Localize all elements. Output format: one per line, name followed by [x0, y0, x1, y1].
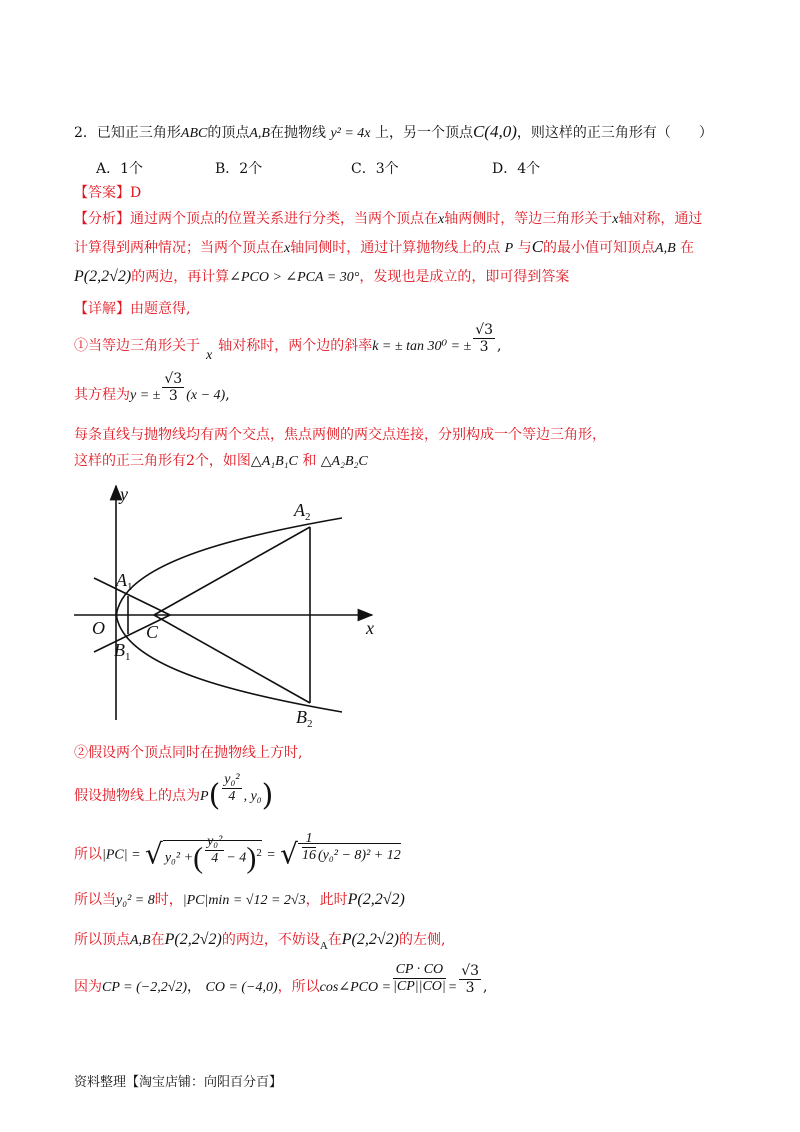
point-b1-label: $B_1$: [114, 640, 131, 663]
answer-line: [74, 183, 141, 203]
point-b2-label: $B_2$: [296, 707, 313, 730]
option-b[interactable]: B．2个: [215, 161, 263, 177]
detail-cos: 因为CP = (−2,2√2)， CO = (−4,0)，所以cos∠PCO = $\frac{CP \cdot CO}{|CP||CO|}$ = $\frac{√3}{3}$ ,: [74, 961, 488, 996]
detail-point-p: 假设抛物线上的点为P( $\frac{\text{y₀²}}{4}$ , y₀): [74, 771, 274, 813]
answer-value: D: [130, 185, 142, 201]
analysis-line-1: 【分析】通过两个顶点的位置关系进行分类，当两个顶点在x轴两侧时，等边三角形关于x轴对称，通过: [74, 211, 703, 227]
detail-min-value: 所以当y₀² = 8时，|PC|min = √12 = 2√3，此时P(2,2√2): [74, 891, 405, 908]
footer-source: 资料整理【淘宝店铺：向阳百分百】: [74, 1075, 283, 1090]
question-number: 2．: [74, 125, 97, 141]
detail-case-1: ①当等边三角形关于x轴对称时，两个边的斜率k = ± tan 30⁰ = ± $\frac{√3}{3}$ ,: [74, 321, 502, 363]
detail-each-line: 每条直线与抛物线均有两个交点，焦点两侧的两交点连接，分别构成一个等边三角形，: [74, 427, 606, 443]
detail-pc-distance: 所以|PC| = √ y₀² +( $\frac{\text{y₀²}}{4}$ − 4)$^2$ = √ $\frac{1}{16}$ (y₀² − 8)² + 12: [74, 831, 401, 875]
origin-label: O: [92, 618, 105, 638]
analysis-line-2: 计算得到两种情况；当两个顶点在x轴同侧时，通过计算抛物线上的点 P 与C的最小值可知顶点A,B 在: [74, 237, 695, 256]
point-a1-label: $A_1$: [116, 570, 133, 593]
detail-label: 【详解】: [74, 301, 130, 317]
detail-header: 【详解】由题意得,: [74, 301, 191, 317]
point-a2-label: $A_2$: [294, 500, 311, 523]
detail-equation: 其方程为y = ± $\frac{√3}{3}$ (x − 4),: [74, 370, 230, 404]
detail-side: 所以顶点A,B在P(2,2√2)的两边，不妨设$_A$在P(2,2√2)的左侧,: [74, 931, 446, 952]
option-a[interactable]: A．1个: [96, 161, 144, 177]
line-c-b2: [154, 615, 310, 703]
point-c-label: C: [146, 622, 159, 642]
line-b1-c: [94, 615, 170, 652]
option-d[interactable]: D．4个: [492, 161, 541, 177]
detail-two-triangles: 这样的正三角形有2个，如图△A₁B₁C 和 △A₂B₂C: [74, 453, 368, 469]
answer-label: 【答案】: [74, 185, 130, 201]
line-c-a2: [154, 527, 310, 615]
x-axis-label: x: [366, 618, 374, 638]
detail-case-2: ②假设两个顶点同时在抛物线上方时,: [74, 745, 303, 761]
analysis-label: 【分析】: [74, 211, 130, 227]
option-c[interactable]: C．3个: [351, 161, 399, 177]
analysis-line-3: P(2,2√2)的两边，再计算∠PCO > ∠PCA = 30°，发现也是成立的，即可得到答案: [74, 268, 570, 285]
y-axis-label: y: [120, 484, 128, 504]
parabola-figure: [74, 480, 394, 730]
question-line: 2．已知正三角形ABC的顶点A,B在抛物线 y² = 4x 上，另一个顶点C(4,0)，则这样的正三角形有（ ）: [74, 122, 713, 141]
